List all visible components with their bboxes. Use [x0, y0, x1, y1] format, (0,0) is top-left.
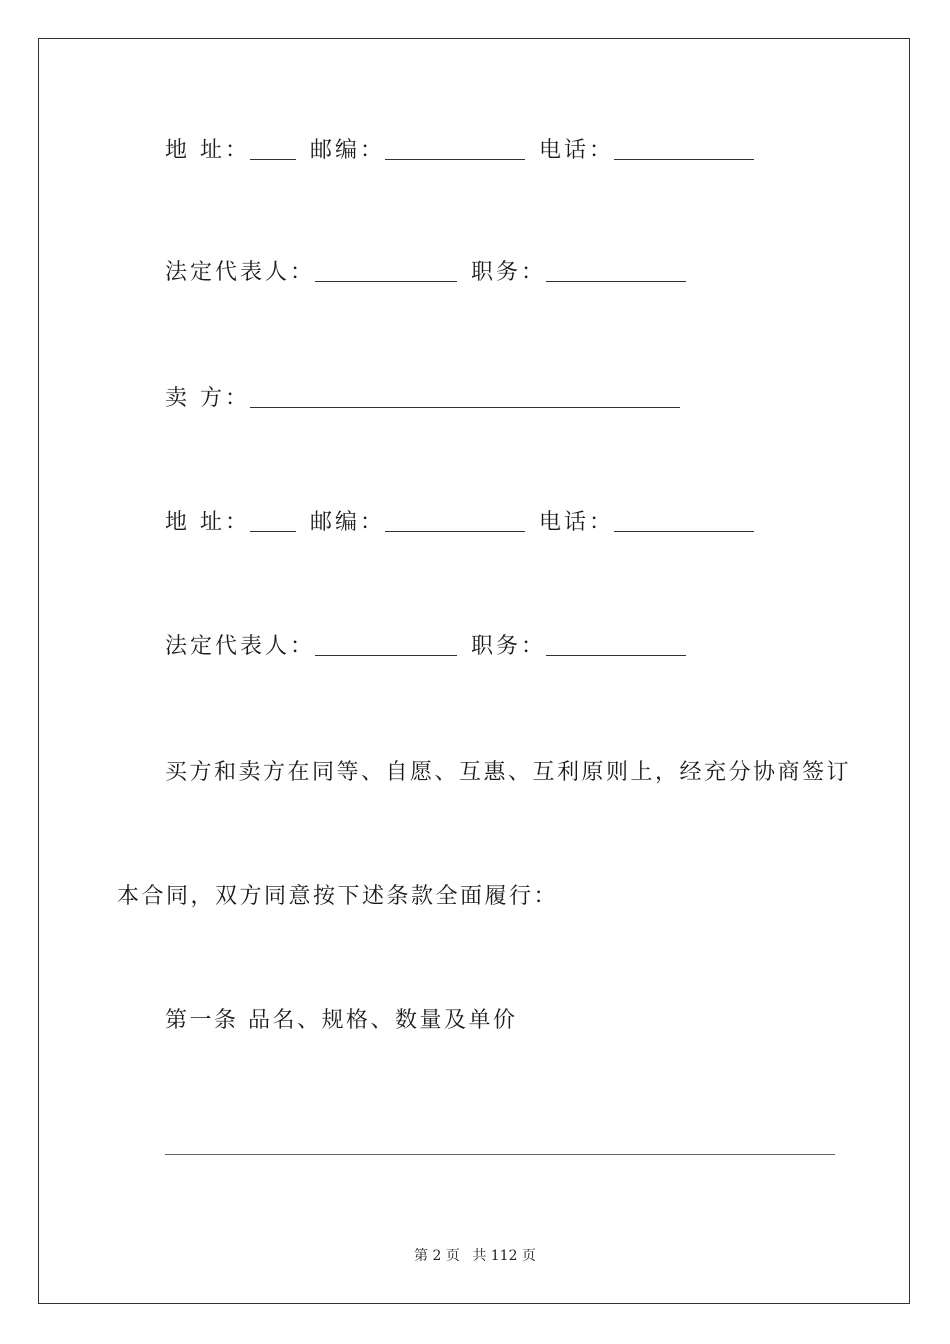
seller-line [165, 384, 694, 414]
article1-heading: 第一条 品名、规格、数量及单价 [165, 1008, 518, 1033]
page-number: 第 2 页 [414, 1248, 460, 1264]
seller-address-label: 地 址： [165, 510, 250, 535]
buyer-phone-label: 电话： [539, 138, 615, 163]
seller-rep-line [165, 632, 700, 662]
seller-title-field[interactable] [546, 633, 686, 656]
buyer-address-field[interactable] [250, 137, 296, 160]
seller-rep-field[interactable] [315, 633, 457, 656]
seller-name-field[interactable] [250, 385, 680, 408]
seller-label: 卖 方： [165, 386, 250, 411]
seller-address-field[interactable] [250, 509, 296, 532]
seller-postcode-field[interactable] [385, 509, 525, 532]
seller-rep-label: 法定代表人： [165, 634, 316, 659]
page-footer [0, 1246, 950, 1266]
buyer-rep-line [165, 258, 700, 288]
buyer-postcode-label: 邮编： [310, 138, 386, 163]
intro-line-2: 本合同，双方同意按下述条款全面履行： [117, 884, 559, 909]
page-border [38, 38, 910, 1304]
seller-title-label: 职务： [471, 634, 547, 659]
seller-contact-line [165, 508, 768, 538]
seller-phone-label: 电话： [539, 510, 615, 535]
buyer-address-label: 地 址： [165, 138, 250, 163]
buyer-rep-field[interactable] [315, 259, 457, 282]
buyer-postcode-field[interactable] [385, 137, 525, 160]
page-total: 共 112 页 [472, 1248, 536, 1264]
buyer-title-field[interactable] [546, 259, 686, 282]
seller-postcode-label: 邮编： [310, 510, 386, 535]
buyer-rep-label: 法定代表人： [165, 260, 316, 285]
buyer-contact-line [165, 136, 768, 166]
article1-fill-line[interactable] [165, 1154, 835, 1155]
intro-line-1: 买方和卖方在同等、自愿、互惠、互利原则上，经充分协商签订 [165, 760, 852, 785]
buyer-phone-field[interactable] [614, 137, 754, 160]
buyer-title-label: 职务： [471, 260, 547, 285]
seller-phone-field[interactable] [614, 509, 754, 532]
